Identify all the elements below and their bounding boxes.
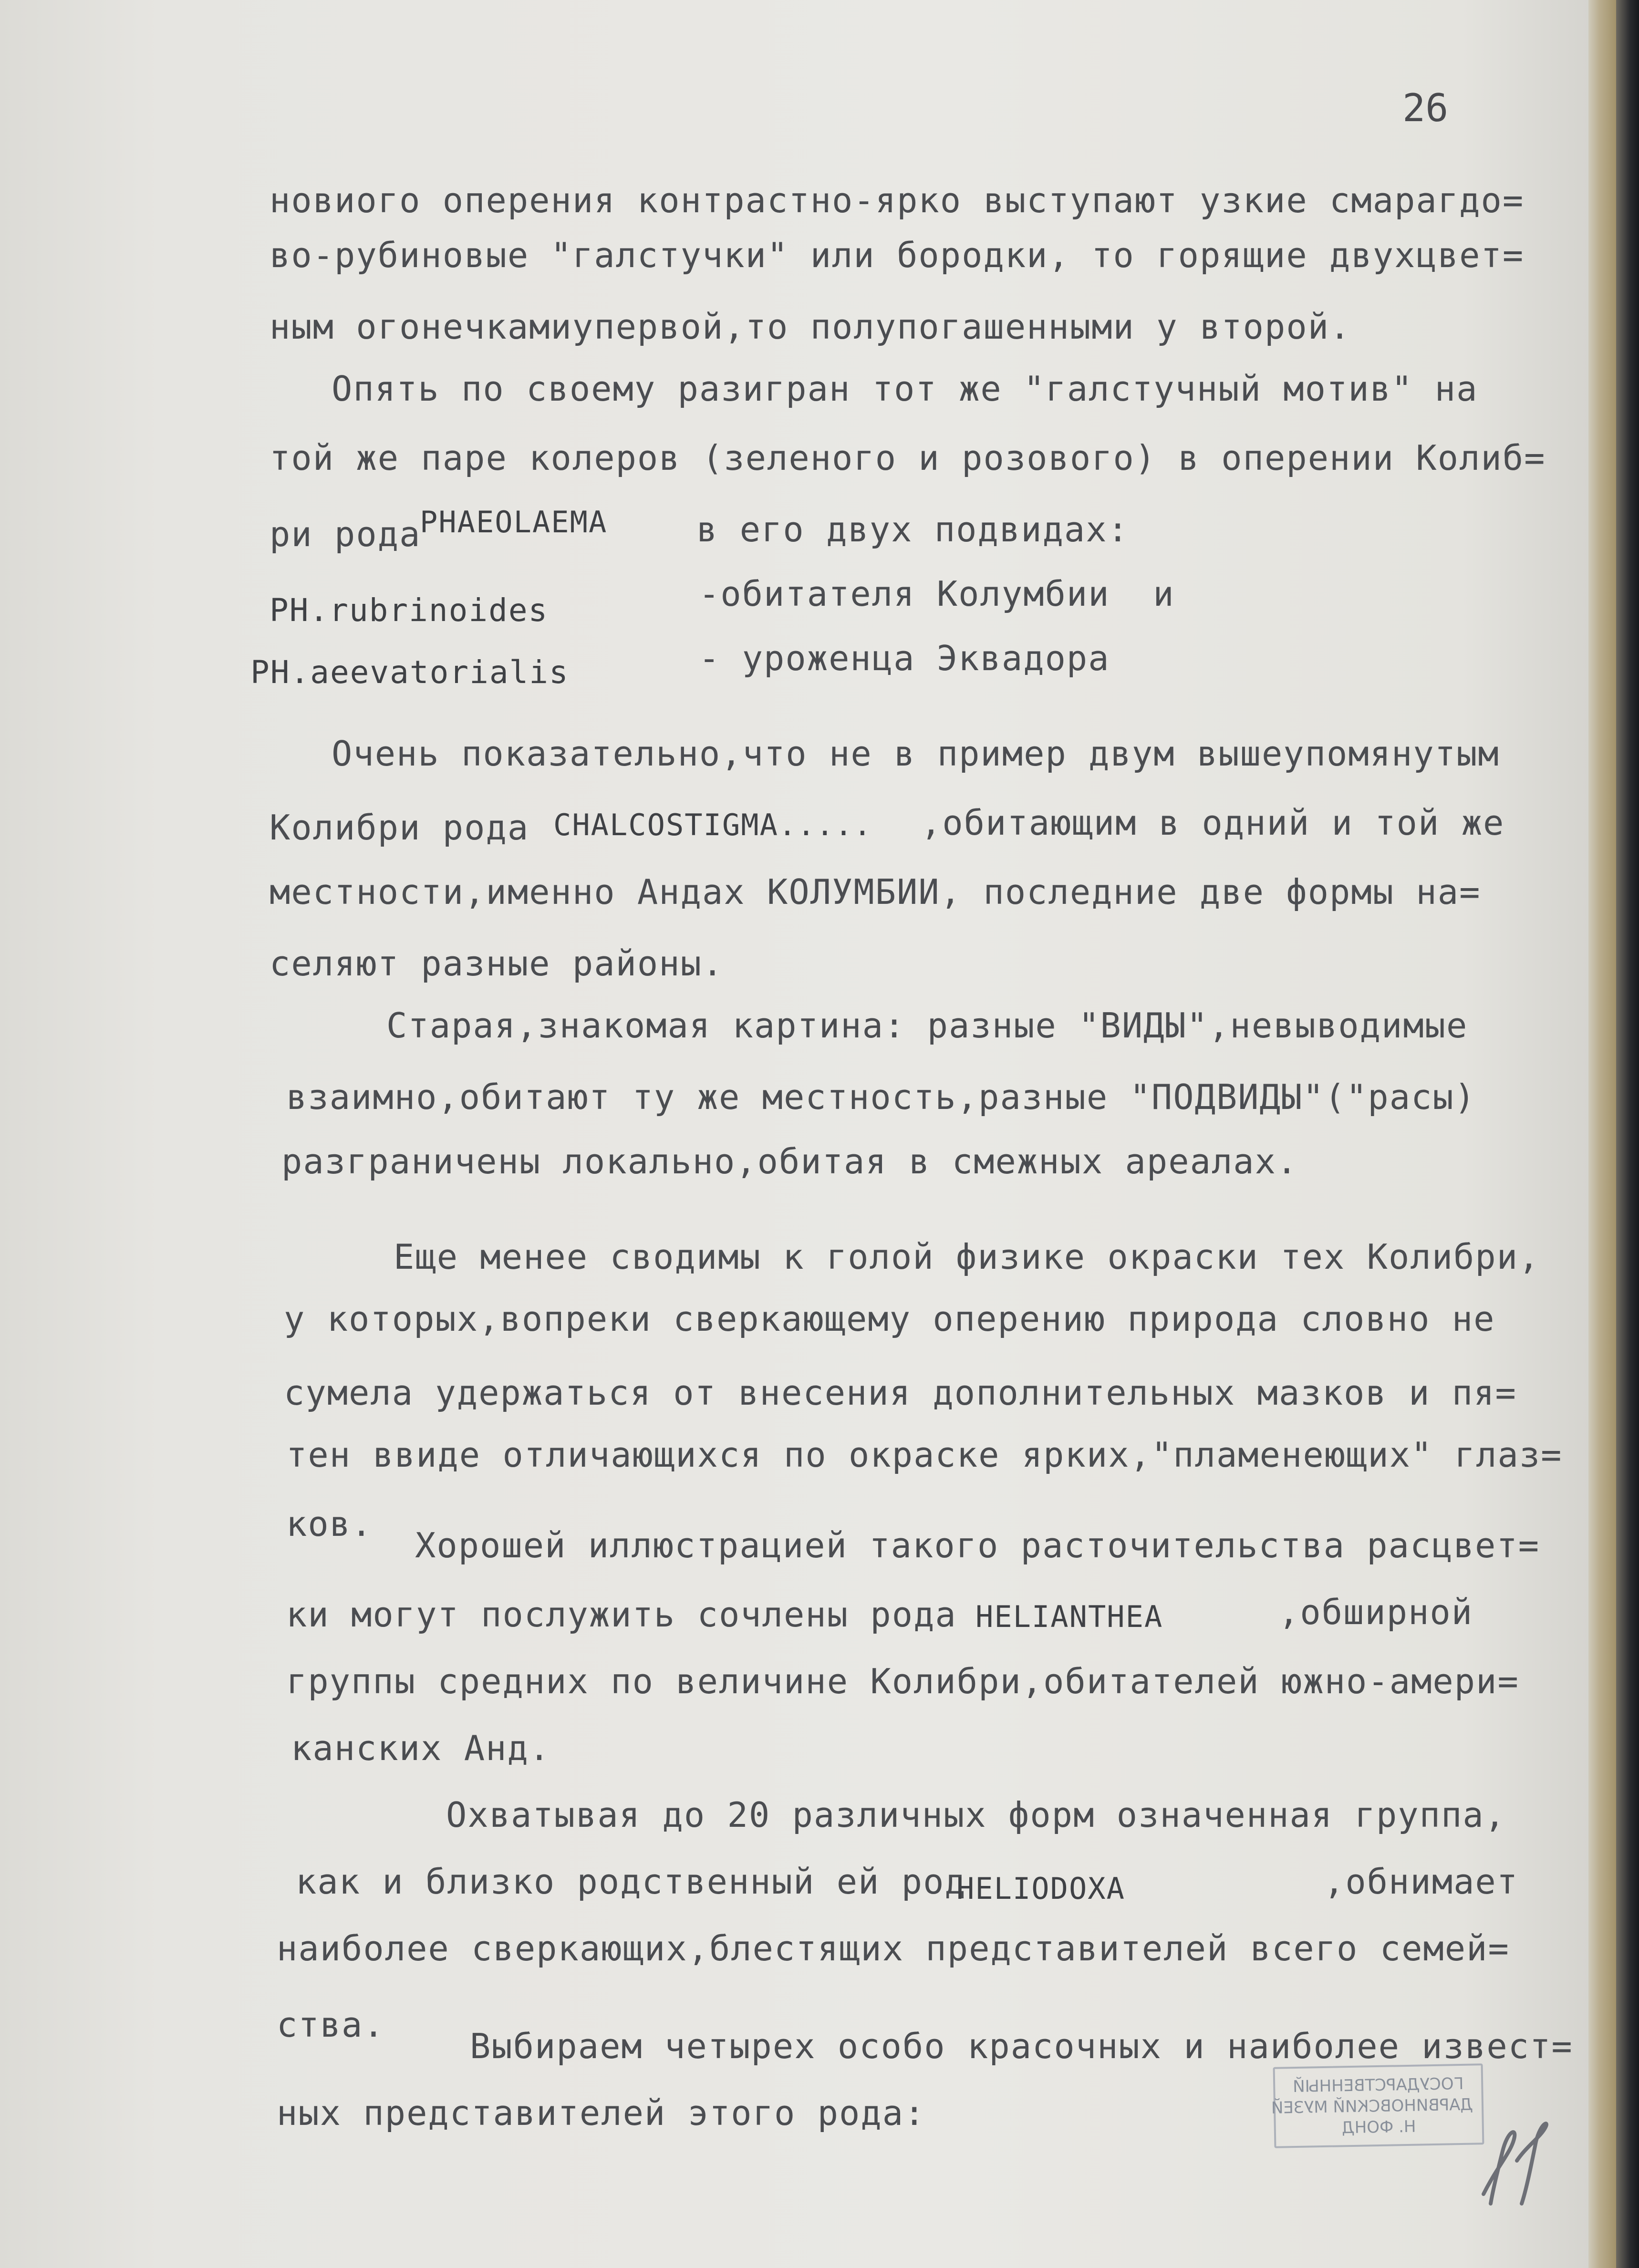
museum-stamp: [1273, 2063, 1484, 2148]
text-line-26: группы средних по величине Колибри,обитателей южно-амери=: [286, 1661, 1519, 1701]
text-line-32: Выбираем четырех особо красочных и наиболее извест=: [470, 2026, 1573, 2066]
text-line-21: сумела удержаться от внесения дополнительных мазков и пя=: [284, 1373, 1517, 1413]
text-line-30: наиболее сверкающих,блестящих представителей всего семей=: [277, 1928, 1510, 1968]
stamp-line-2: ДАРВИНОВСКИЙ МУЗЕЙ: [1271, 2095, 1473, 2118]
page-number: 26: [1402, 86, 1449, 130]
text-line-27: канских Анд.: [291, 1728, 551, 1768]
text-line-4: Опять по своему разигран тот же "галстучный мотив" на: [332, 369, 1478, 409]
text-line-23: ков.: [286, 1504, 373, 1544]
genus-heliodoxa: HELIODOXA: [956, 1871, 1125, 1906]
stamp-line-3: Н. ФОНД: [1341, 2117, 1416, 2138]
text-line-20: у которых,вопреки сверкающему оперению природа словно не: [284, 1299, 1495, 1339]
text-line-6-end: в его двух подвидах:: [696, 509, 1129, 549]
text-line-16: Старая,знакомая картина: разные "ВИДЫ",невыводимые: [386, 1005, 1468, 1046]
text-line-colombia: -обитателя Колумбии и: [699, 574, 1175, 614]
handwritten-signature: [1469, 2108, 1579, 2218]
text-line-24: Хорошей иллюстрацией такого расточительства расцвет=: [415, 1525, 1540, 1565]
text-line-13-end: ,обитающим в одний и той же: [921, 803, 1505, 843]
scan-background: [1616, 0, 1639, 2268]
text-line-3: ным огонечкамиупервой,то полупогашенными у второй.: [270, 307, 1351, 347]
genus-phaeolaema: PHAEOLAEMA: [420, 505, 608, 539]
genus-heliantha: HELIANTHEA: [975, 1599, 1163, 1634]
text-line-1: новиого оперения контрастно-ярко выступают узкие смарагдо=: [270, 180, 1525, 220]
text-line-17: взаимно,обитают ту же местность,разные "ПОДВИДЫ"("расы): [286, 1077, 1476, 1117]
text-line-28: Охватывая до 20 различных форм означенная группа,: [446, 1795, 1506, 1835]
text-line-22: тен ввиде отличающихся по окраске ярких,"пламенеющих" глаз=: [286, 1435, 1563, 1475]
text-line-25-end: ,обширной: [1278, 1592, 1473, 1632]
text-line-5: той же паре колеров (зеленого и розового) в оперении Колиб=: [270, 438, 1546, 478]
text-line-29-end: ,обнимает: [1324, 1862, 1519, 1902]
text-line-14: местности,именно Андах КОЛУМБИИ, последние две формы на=: [270, 872, 1481, 912]
text-line-12: Очень показательно,что не в пример двум вышеупомянутым: [332, 734, 1500, 774]
subspecies-aeevatorialis: PH.aeevatorialis: [250, 654, 569, 691]
paper-edge: [1588, 0, 1616, 2268]
text-line-25-start: ки могут послужить сочлены рода: [286, 1595, 957, 1635]
genus-chalcostigma: CHALCOSTIGMA.....: [553, 808, 872, 842]
text-line-2: во-рубиновые "галстучки" или бородки, то горящие двухцвет=: [270, 235, 1525, 275]
text-line-ecuador: - уроженца Эквадора: [699, 638, 1110, 678]
text-line-13-start: Колибри рода: [270, 808, 529, 848]
text-line-15: селяют разные районы.: [270, 943, 724, 984]
text-line-31: ства.: [277, 2005, 385, 2045]
text-line-33: ных представителей этого рода:: [277, 2093, 926, 2133]
text-line-29-start: как и близко родственный ей род: [296, 1862, 966, 1902]
subspecies-rubrinoides: PH.rubrinoides: [270, 592, 549, 629]
stamp-line-1: ГОСУДАРСТВЕННЫЙ: [1292, 2074, 1464, 2097]
text-line-18: разграничены локально,обитая в смежных ареалах.: [281, 1141, 1298, 1181]
text-line-19: Еще менее сводимы к голой физике окраски тех Колибри,: [394, 1237, 1540, 1277]
text-line-6-start: ри рода: [270, 514, 421, 554]
